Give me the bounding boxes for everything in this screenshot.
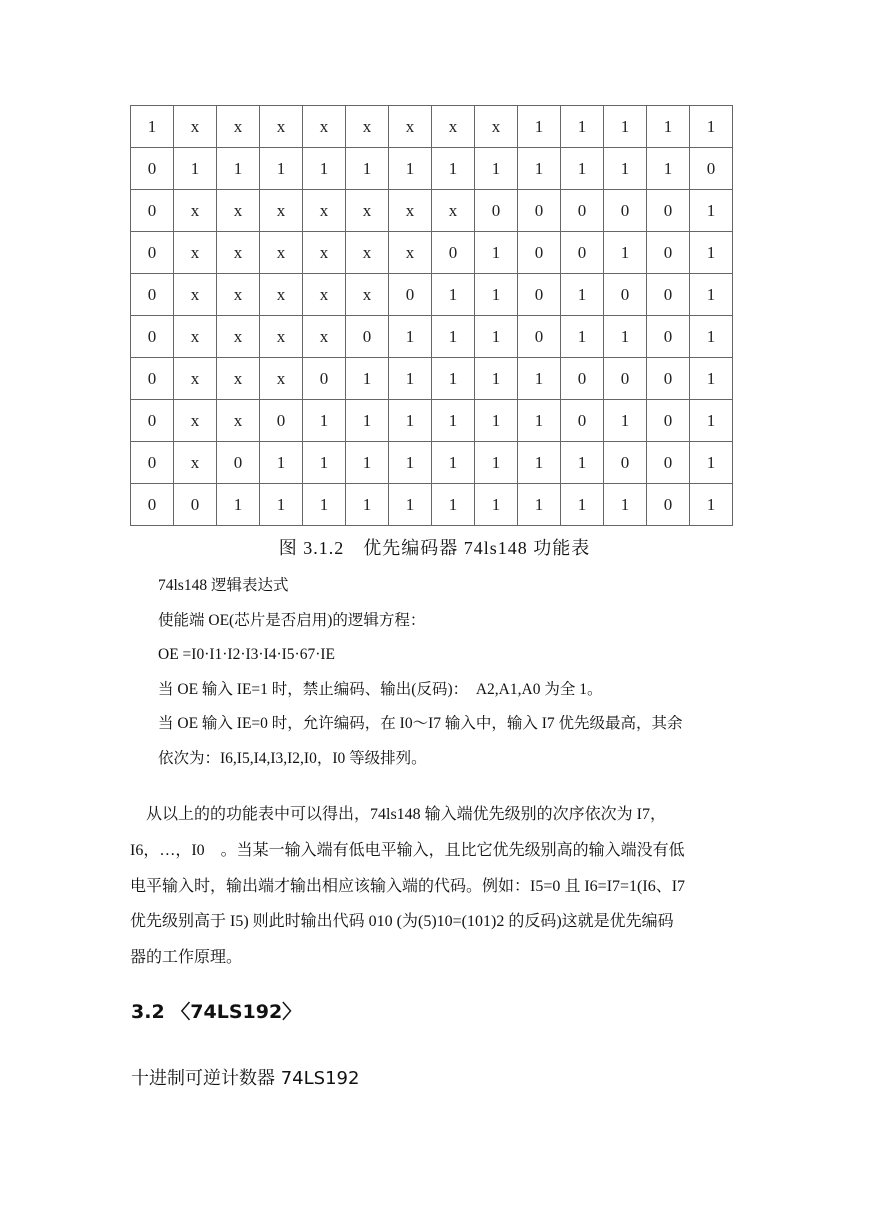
table-cell: 0 <box>647 400 690 442</box>
table-cell: 1 <box>647 106 690 148</box>
table-cell: x <box>174 442 217 484</box>
table-caption: 图 3.1.2 优先编码器 74ls148 功能表 <box>278 538 591 558</box>
table-cell: 1 <box>561 316 604 358</box>
table-cell: 0 <box>131 148 174 190</box>
table-cell: 0 <box>131 400 174 442</box>
table-cell: 1 <box>475 484 518 526</box>
table-cell: 1 <box>475 400 518 442</box>
table-row <box>131 358 733 400</box>
body-line-3: 电平输入时，输出端才输出相应该输入端的代码。例如：I5=0 且 I6=I7=1(I6、I7 <box>130 878 686 895</box>
table-row <box>131 274 733 316</box>
table-cell: 1 <box>475 316 518 358</box>
table-cell: 0 <box>604 442 647 484</box>
paragraph-ie-low: 当 OE 输入 IE=0 时，允许编码，在 I0～I7 输入中，输入 I7 优先级最高，其余 <box>158 715 683 732</box>
table-cell: 1 <box>604 400 647 442</box>
table-cell: 1 <box>432 358 475 400</box>
table-row <box>131 106 733 148</box>
table-cell: 0 <box>303 358 346 400</box>
table-cell: 1 <box>561 148 604 190</box>
table-cell: 1 <box>475 442 518 484</box>
table-cell: 0 <box>647 232 690 274</box>
table-row <box>131 400 733 442</box>
table-cell: 1 <box>690 316 733 358</box>
subsection-heading: 十进制可逆计数器 74LS192 <box>131 1068 360 1089</box>
table-cell: x <box>346 190 389 232</box>
table-cell: 0 <box>647 316 690 358</box>
table-cell: x <box>217 316 260 358</box>
table-cell: 1 <box>561 274 604 316</box>
paragraph-expression-title: 74ls148 逻辑表达式 <box>158 577 289 594</box>
table-cell: 1 <box>174 148 217 190</box>
table-cell: 1 <box>518 358 561 400</box>
table-cell: x <box>475 106 518 148</box>
table-cell: 0 <box>131 442 174 484</box>
table-cell: 0 <box>647 484 690 526</box>
table-cell: 0 <box>260 400 303 442</box>
table-cell: 1 <box>389 316 432 358</box>
table-cell: 0 <box>604 274 647 316</box>
table-cell: 1 <box>432 400 475 442</box>
table-row <box>131 316 733 358</box>
table-cell: 0 <box>346 316 389 358</box>
table-cell: 1 <box>475 232 518 274</box>
body-line-5: 器的工作原理。 <box>130 949 243 966</box>
table-cell: 0 <box>131 190 174 232</box>
body-line-1: 从以上的的功能表中可以得出，74ls148 输入端优先级别的次序依次为 I7， <box>130 806 667 823</box>
table-cell: x <box>260 232 303 274</box>
paragraph-priority-order: 依次为：I6,I5,I4,I3,I2,I0，I0 等级排列。 <box>158 750 427 767</box>
table-cell: 1 <box>346 400 389 442</box>
function-table <box>130 105 733 526</box>
table-cell: 0 <box>561 232 604 274</box>
table-cell: 1 <box>303 148 346 190</box>
table-cell: 0 <box>131 316 174 358</box>
paragraph-oe-equation: OE =I0·I1·I2·I3·I4·I5·67·IE <box>158 646 336 663</box>
table-cell: x <box>260 106 303 148</box>
table-cell: 1 <box>260 442 303 484</box>
table-cell: x <box>174 106 217 148</box>
table-cell: x <box>217 274 260 316</box>
table-cell: 1 <box>432 442 475 484</box>
table-cell: x <box>174 316 217 358</box>
table-cell: x <box>174 358 217 400</box>
table-cell: x <box>260 358 303 400</box>
table-cell: 1 <box>690 400 733 442</box>
table-cell: 0 <box>518 274 561 316</box>
table-cell: 0 <box>432 232 475 274</box>
table-cell: 1 <box>604 232 647 274</box>
table-cell: 0 <box>131 484 174 526</box>
table-cell: 0 <box>131 232 174 274</box>
table-cell: 1 <box>432 148 475 190</box>
table-cell: x <box>217 190 260 232</box>
table-cell: x <box>174 190 217 232</box>
table-cell: x <box>217 400 260 442</box>
table-cell: 1 <box>518 106 561 148</box>
table-cell: x <box>174 232 217 274</box>
table-cell: 0 <box>604 358 647 400</box>
table-cell: 1 <box>346 358 389 400</box>
paragraph-ie-high: 当 OE 输入 IE=1 时，禁止编码、输出(反码)： A2,A1,A0 为全 1。 <box>158 681 603 698</box>
table-cell: 1 <box>432 316 475 358</box>
table-row <box>131 148 733 190</box>
table-cell: 1 <box>475 358 518 400</box>
body-line-4: 优先级别高于 I5) 则此时输出代码 010 (为(5)10=(101)2 的反码)这就是优先编码 <box>130 913 674 930</box>
table-cell: 1 <box>604 106 647 148</box>
table-cell: x <box>260 316 303 358</box>
table-cell: x <box>303 232 346 274</box>
table-cell: 0 <box>647 358 690 400</box>
table-cell: 1 <box>647 148 690 190</box>
table-cell: 1 <box>303 400 346 442</box>
table-cell: x <box>389 232 432 274</box>
table-cell: 1 <box>260 484 303 526</box>
table-cell: 1 <box>518 400 561 442</box>
table-cell: 0 <box>131 358 174 400</box>
table-cell: 1 <box>217 148 260 190</box>
table-cell: 0 <box>561 358 604 400</box>
table-cell: 0 <box>647 274 690 316</box>
table-cell: 1 <box>690 106 733 148</box>
table-cell: 1 <box>604 316 647 358</box>
table-cell: x <box>389 106 432 148</box>
table-cell: 1 <box>303 484 346 526</box>
table-cell: 0 <box>690 148 733 190</box>
table-cell: x <box>346 232 389 274</box>
table-row <box>131 232 733 274</box>
table-row <box>131 442 733 484</box>
table-cell: 1 <box>389 442 432 484</box>
table-cell: x <box>217 232 260 274</box>
table-cell: 0 <box>604 190 647 232</box>
table-cell: 0 <box>561 190 604 232</box>
table-cell: x <box>346 274 389 316</box>
table-cell: 1 <box>690 358 733 400</box>
table-cell: 1 <box>346 148 389 190</box>
table-cell: 0 <box>518 316 561 358</box>
table-cell: x <box>174 400 217 442</box>
table-cell: x <box>217 106 260 148</box>
table-cell: 1 <box>518 442 561 484</box>
section-heading: 3.2 〈74LS192〉 <box>131 1001 302 1023</box>
table-cell: 1 <box>217 484 260 526</box>
paragraph-enable-equation-title: 使能端 OE(芯片是否启用)的逻辑方程： <box>158 612 426 629</box>
table-cell: x <box>260 274 303 316</box>
table-cell: 1 <box>303 442 346 484</box>
table-cell: 0 <box>647 190 690 232</box>
table-row <box>131 190 733 232</box>
table-cell: x <box>174 274 217 316</box>
table-cell: 0 <box>518 232 561 274</box>
table-cell: 0 <box>647 442 690 484</box>
table-cell: 1 <box>518 484 561 526</box>
table-cell: 1 <box>561 106 604 148</box>
table-cell: 1 <box>690 484 733 526</box>
table-cell: 1 <box>432 484 475 526</box>
table-cell: 1 <box>561 484 604 526</box>
table-cell: 1 <box>475 274 518 316</box>
table-cell: 1 <box>131 106 174 148</box>
table-cell: 1 <box>389 400 432 442</box>
table-cell: x <box>217 358 260 400</box>
table-cell: 1 <box>690 274 733 316</box>
table-cell: 0 <box>518 190 561 232</box>
table-cell: x <box>303 106 346 148</box>
table-cell: 1 <box>346 442 389 484</box>
table-cell: 1 <box>604 148 647 190</box>
table-cell: 1 <box>260 148 303 190</box>
table-cell: x <box>303 190 346 232</box>
table-cell: 1 <box>690 190 733 232</box>
table-cell: x <box>260 190 303 232</box>
table-cell: x <box>303 316 346 358</box>
table-row <box>131 484 733 526</box>
table-cell: 1 <box>432 274 475 316</box>
table-cell: 1 <box>604 484 647 526</box>
table-cell: 0 <box>217 442 260 484</box>
table-cell: x <box>432 106 475 148</box>
table-cell: 1 <box>518 148 561 190</box>
table-cell: 0 <box>389 274 432 316</box>
table-cell: 0 <box>131 274 174 316</box>
table-cell: 0 <box>561 400 604 442</box>
table-cell: 1 <box>475 148 518 190</box>
table-cell: 1 <box>389 358 432 400</box>
table-cell: 1 <box>346 484 389 526</box>
table-cell: x <box>389 190 432 232</box>
body-line-2: I6，…，I0 。当某一输入端有低电平输入，且比它优先级别高的输入端没有低 <box>130 842 685 859</box>
table-cell: 1 <box>389 148 432 190</box>
table-cell: 1 <box>389 484 432 526</box>
table-cell: 0 <box>174 484 217 526</box>
table-cell: 1 <box>561 442 604 484</box>
table-cell: x <box>303 274 346 316</box>
table-cell: 0 <box>475 190 518 232</box>
table-cell: x <box>432 190 475 232</box>
table-cell: 1 <box>690 232 733 274</box>
table-cell: 1 <box>690 442 733 484</box>
table-cell: x <box>346 106 389 148</box>
